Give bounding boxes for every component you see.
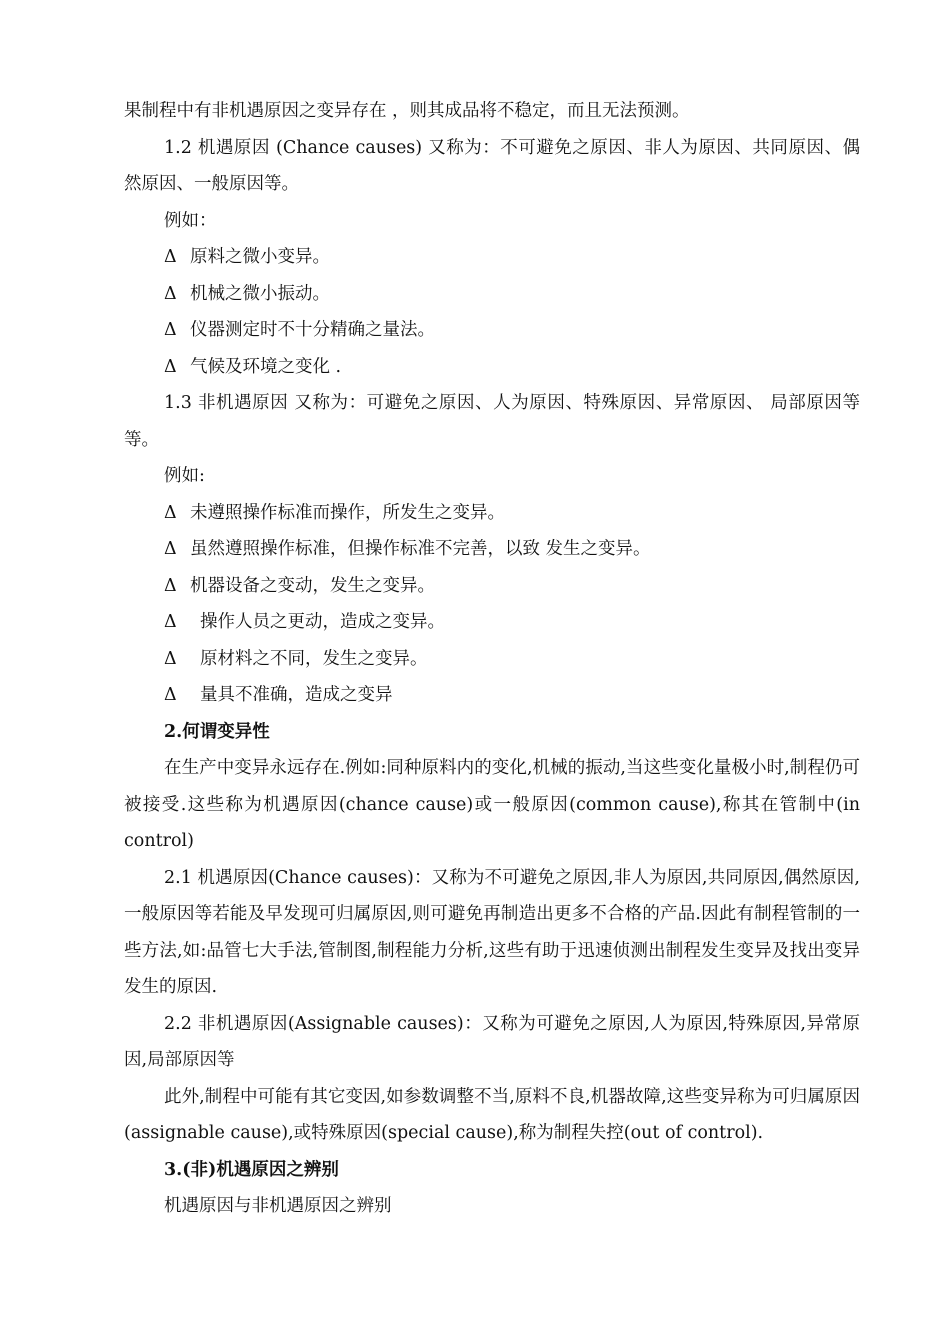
delta-icon: Δ xyxy=(164,648,177,669)
list-item: Δ 虽然遵照操作标准，但操作标准不完善，以致 发生之变异。 xyxy=(124,531,860,568)
delta-icon: Δ xyxy=(164,247,177,267)
section-heading-distinguish: 3.(非)机遇原因之辨别 xyxy=(164,1159,339,1180)
list-item: Δ 未遵照操作标准而操作，所发生之变异。 xyxy=(124,495,860,532)
delta-icon: Δ xyxy=(164,502,177,523)
paragraph-out-of-control: 此外,制程中可能有其它变因,如参数调整不当,原料不良,机器故障,这些变异称为可归属原因(assignable cause),或特殊原因(special cause),称为制程失控(out of control). xyxy=(124,1086,860,1143)
delta-icon: Δ xyxy=(164,539,177,559)
list-item: Δ 机器设备之变动，发生之变异。 xyxy=(124,568,860,605)
list-item: Δ 操作人员之更动，造成之变异。 xyxy=(124,604,860,641)
delta-icon: Δ xyxy=(164,575,177,596)
paragraph-variability: 在生产中变异永远存在.例如:同种原料内的变化,机械的振动,当这些变化量极小时,制程仍可被接受.这些称为机遇原因(chance cause)或一般原因(common cause),称其在管制中(in control) xyxy=(124,758,860,851)
list-item: Δ 原料之微小变异。 xyxy=(124,239,860,276)
document-page xyxy=(124,93,860,1225)
list-item: Δ 气候及环境之变化 . xyxy=(124,349,860,386)
delta-icon: Δ xyxy=(164,356,177,377)
paragraph-example-label: 例如： xyxy=(164,210,217,231)
paragraph-chance-causes-detail: 2.1 机遇原因(Chance causes)：又称为不可避免之原因,非人为原因,共同原因,偶然原因,一般原因等若能及早发现可归属原因,则可避免再制造出更多不合格的产品.因此有制程管制的一些方法,如:品管七大手法,管制图,制程能力分析,这些有助于迅速侦测出制程发生变异及找出变异发生的原因. xyxy=(124,867,860,997)
paragraph-chance-causes: 1.2 机遇原因 (Chance causes) 又称为：不可避免之原因、非人为原因、共同原因、偶然原因、一般原因等。 xyxy=(124,137,860,194)
delta-icon: Δ xyxy=(164,320,177,340)
paragraph-assignable-causes-detail: 2.2 非机遇原因(Assignable causes)：又称为可避免之原因,人为原因,特殊原因,异常原因,局部原因等 xyxy=(124,1013,860,1070)
list-item: Δ 量具不准确，造成之变异 xyxy=(124,677,860,714)
section-heading-variability: 2.何谓变异性 xyxy=(164,721,270,742)
delta-icon: Δ xyxy=(164,283,177,304)
paragraph-example-label: 例如: xyxy=(164,466,205,486)
list-item: Δ 机械之微小振动。 xyxy=(124,276,860,313)
delta-icon: Δ xyxy=(164,685,177,705)
delta-icon: Δ xyxy=(164,612,177,632)
paragraph-distinguish: 机遇原因与非机遇原因之辨别 xyxy=(164,1196,392,1216)
paragraph-assignable-causes: 1.3 非机遇原因 又称为：可避免之原因、人为原因、特殊原因、异常原因、 局部原因等等。 xyxy=(124,393,860,450)
list-item: Δ 仪器测定时不十分精确之量法。 xyxy=(124,312,860,349)
list-item: Δ 原材料之不同，发生之变异。 xyxy=(124,641,860,678)
paragraph-continuation: 果制程中有非机遇原因之变异存在 ，则其成品将不稳定，而且无法预测。 xyxy=(124,101,690,121)
